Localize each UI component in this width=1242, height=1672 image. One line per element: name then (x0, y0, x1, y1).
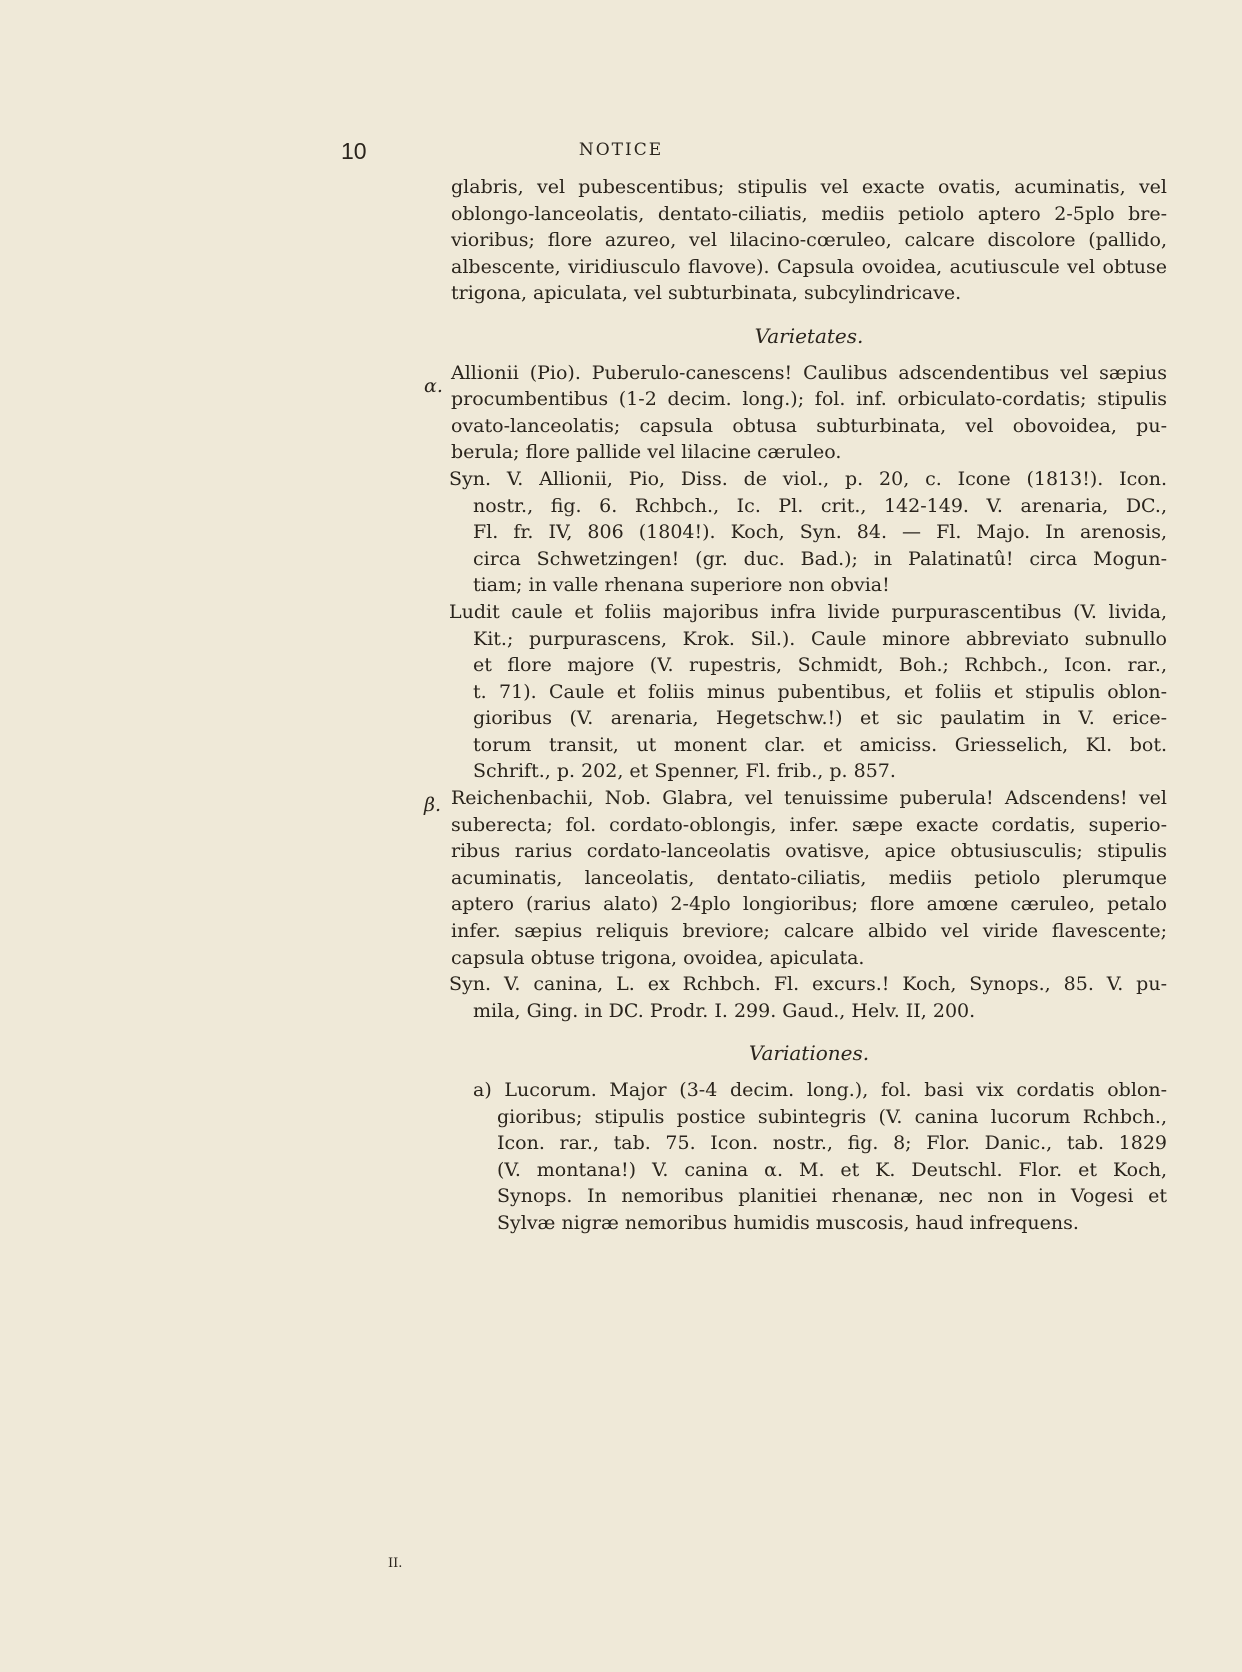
text-line: Reichenbachii, Nob. Glabra, vel tenuissime puberula! Adscendens! vel (451, 787, 1167, 810)
text-line: oblongo-lanceolatis, dentato-ciliatis, mediis petiolo aptero 2-5plo bre- (451, 202, 1167, 225)
text-line: Fl. fr. IV, 806 (1804!). Koch, Syn. 84. — Fl. Majo. In arenosis, (473, 521, 1167, 544)
text-line: gioribus (V. arenaria, Hegetschw.!) et sic paulatim in V. erice- (473, 707, 1167, 730)
text-line: et flore majore (V. rupestris, Schmidt, Boh.; Rchbch., Icon. rar., (473, 654, 1167, 677)
variationes-heading: Variationes. (748, 1041, 870, 1066)
text-line: (V. montana!) V. canina α. M. et K. Deutschl. Flor. et Koch, (497, 1158, 1167, 1181)
text-line: Synops. In nemoribus planitiei rhenanæ, nec non in Vogesi et (497, 1185, 1167, 1208)
alpha-marker: α. (424, 375, 443, 397)
text-line: trigona, apiculata, vel subturbinata, subcylindricave. (451, 282, 962, 305)
text-line: gioribus; stipulis postice subintegris (V. canina lucorum Rchbch., (497, 1105, 1167, 1128)
body-text (451, 174, 1167, 1237)
signature-mark: II. (388, 1556, 403, 1571)
text-line: capsula obtuse trigona, ovoidea, apiculata. (451, 946, 865, 969)
text-line: infer. sæpius reliquis breviore; calcare albido vel viride flavescente; (451, 920, 1167, 943)
beta-marker: β. (424, 794, 442, 816)
text-line: Icon. rar., tab. 75. Icon. nostr., fig. 8; Flor. Danic., tab. 1829 (497, 1132, 1167, 1155)
text-line: Sylvæ nigræ nemoribus humidis muscosis, haud infrequens. (497, 1211, 1079, 1234)
text-line: t. 71). Caule et foliis minus pubentibus, et foliis et stipulis oblon- (473, 680, 1167, 703)
text-line: Schrift., p. 202, et Spenner, Fl. frib., p. 857. (473, 760, 896, 783)
text-line: tiam; in valle rhenana superiore non obvia! (473, 574, 890, 597)
variation-a (451, 1077, 1167, 1237)
text-line: Allionii (Pio). Puberulo-canescens! Caulibus adscendentibus vel sæpius (451, 361, 1167, 384)
text-line: Kit.; purpurascens, Krok. Sil.). Caule minore abbreviato subnullo (473, 627, 1167, 650)
text-line: vioribus; flore azureo, vel lilacino-cœruleo, calcare discolore (pallido, (451, 229, 1167, 252)
text-line: aptero (rarius alato) 2-4plo longioribus; flore amœne cæruleo, petalo (451, 893, 1167, 916)
running-head: NOTICE (578, 140, 664, 160)
text-line: torum transit, ut monent clar. et amiciss. Griesselich, Kl. bot. (473, 733, 1167, 756)
text-line: mila, Ging. in DC. Prodr. I. 299. Gaud., Helv. II, 200. (473, 999, 976, 1022)
text-line: suberecta; fol. cordato-oblongis, infer. sæpe exacte cordatis, superio- (451, 813, 1167, 836)
text-line: a) Lucorum. Major (3-4 decim. long.), fol. basi vix cordatis oblon- (473, 1079, 1167, 1101)
text-line: ovato-lanceolatis; capsula obtusa subturbinata, vel obovoidea, pu- (451, 414, 1167, 437)
text-line: Ludit caule et foliis majoribus infra livide purpurascentibus (V. livida, (449, 600, 1167, 623)
text-line: ribus rarius cordato-lanceolatis ovatisve, apice obtusiusculis; stipulis (451, 840, 1167, 863)
text-line: procumbentibus (1-2 decim. long.); fol. inf. orbiculato-cordatis; stipulis (451, 388, 1167, 411)
text-line: glabris, vel pubescentibus; stipulis vel exacte ovatis, acuminatis, vel (451, 176, 1167, 198)
intro-paragraph (451, 174, 1167, 307)
alpha-paragraph (451, 360, 1167, 466)
alpha-synonymy (449, 466, 1167, 599)
text-line: circa Schwetzingen! (gr. duc. Bad.); in Palatinatû! circa Mogun- (473, 547, 1167, 570)
text-line: Syn. V. Allionii, Pio, Diss. de viol., p. 20, c. Icone (1813!). Icon. (449, 467, 1167, 490)
text-line: nostr., fig. 6. Rchbch., Ic. Pl. crit., 142-149. V. arenaria, DC., (473, 494, 1167, 517)
beta-synonymy (449, 971, 1167, 1024)
beta-paragraph (451, 785, 1167, 971)
text-line: berula; flore pallide vel lilacine cæruleo. (451, 441, 842, 464)
varietates-heading: Varietates. (754, 323, 864, 348)
text-line: Syn. V. canina, L. ex Rchbch. Fl. excurs.! Koch, Synops., 85. V. pu- (449, 973, 1167, 996)
alpha-ludit (449, 599, 1167, 785)
text-line: acuminatis, lanceolatis, dentato-ciliatis, mediis petiolo plerumque (451, 866, 1167, 889)
text-line: albescente, viridiusculo flavove). Capsula ovoidea, acutiuscule vel obtuse (451, 255, 1167, 278)
page-number: 10 (341, 138, 367, 164)
